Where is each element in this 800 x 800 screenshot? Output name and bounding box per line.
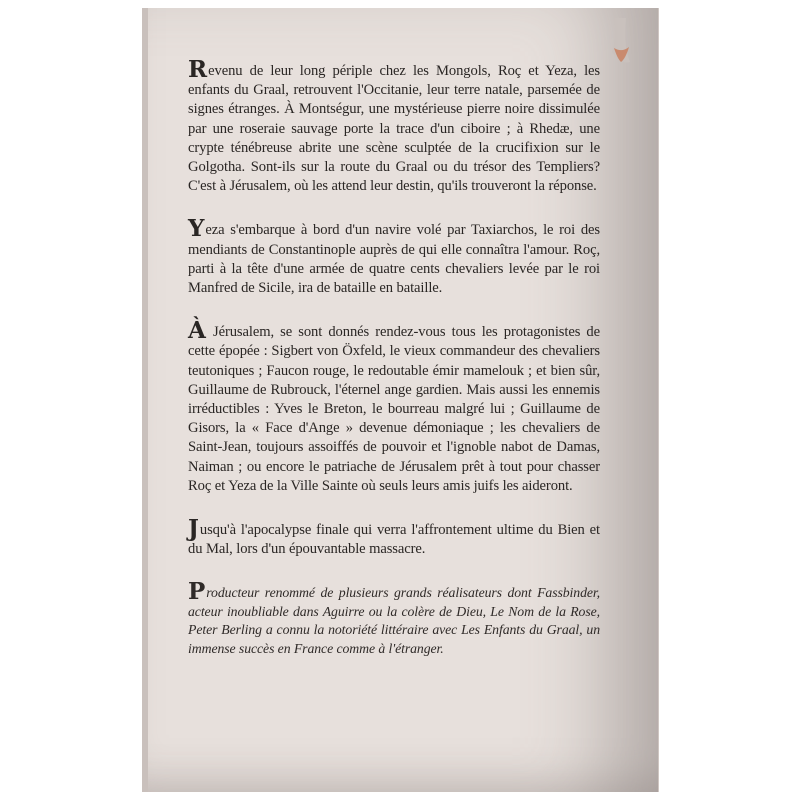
book-page <box>142 8 658 792</box>
summary-paragraph-3 <box>188 317 600 496</box>
author-bio <box>188 578 600 658</box>
paragraph-text: eza s'embarque à bord d'un navire volé par Taxiarchos, le roi des mendiants de Constantinople auprès de qui elle connaîtra l'amour. Roç, parti à la tête d'une armée de quatre cents chevaliers levée par le roi Manfred de Sicile, ira de bataille en bataille. <box>188 222 600 297</box>
bookmark-ribbon-icon <box>610 18 634 68</box>
back-cover-text <box>188 56 600 677</box>
bio-text: roducteur renommé de plusieurs grands réalisateurs dont Fassbinder, acteur inoubliable dans Aguirre ou la colère de Dieu, Le Nom de la Rose, Peter Berling a connu la notoriété littéraire avec Les Enfants du Graal, un immense succès en France comme à l'étranger. <box>188 585 600 656</box>
drop-cap: Y <box>188 215 205 243</box>
summary-paragraph-2 <box>188 215 600 298</box>
drop-cap: À <box>188 317 206 345</box>
paragraph-text: Jérusalem, se sont donnés rendez-vous tous les protagonistes de cette épopée : Sigbert von Öxfeld, le vieux commandeur des chevaliers teutoniques ; Faucon rouge, le redoutable émir mamelouk ; et bien sûr, Guillaume de Rubrouck, l'éternel ange gardien. Mais aussi les ennemis irréductibles : Yves le Breton, le bourreau malgré lui ; Guillaume de Gisors, la « Face d'Ange » devenue démoniaque ; les chevaliers de Saint-Jean, toujours assoiffés de pouvoir et l'ignoble nabot de Damas, Naiman ; ou encore le patriache de Jérusalem prêt à tout pour chasser Roç et Yeza de la Ville Sainte où seuls leurs amis juifs les aideront. <box>188 324 600 494</box>
drop-cap: J <box>188 515 199 543</box>
drop-cap: P <box>188 578 206 606</box>
paragraph-text: usqu'à l'apocalypse finale qui verra l'affrontement ultime du Bien et du Mal, lors d'un épouvantable massacre. <box>188 522 600 558</box>
summary-paragraph-1 <box>188 56 600 196</box>
drop-cap: R <box>188 56 208 83</box>
paragraph-text: evenu de leur long périple chez les Mongols, Roç et Yeza, les enfants du Graal, retrouvent l'Occitanie, leur terre natale, parsemée de signes étranges. À Montségur, une mystérieuse pierre noire dissimulée par une roseraie sauvage porte la trace d'un ciboire ; à Rhedæ, une crypte ténébreuse abrite une scène sculptée de la crucifixion sur le Golgotha. Sont-ils sur la route du Graal ou du trésor des Templiers? C'est à Jérusalem, où les attend leur destin, qu'ils trouveront la réponse. <box>188 63 600 195</box>
summary-paragraph-4 <box>188 515 600 559</box>
